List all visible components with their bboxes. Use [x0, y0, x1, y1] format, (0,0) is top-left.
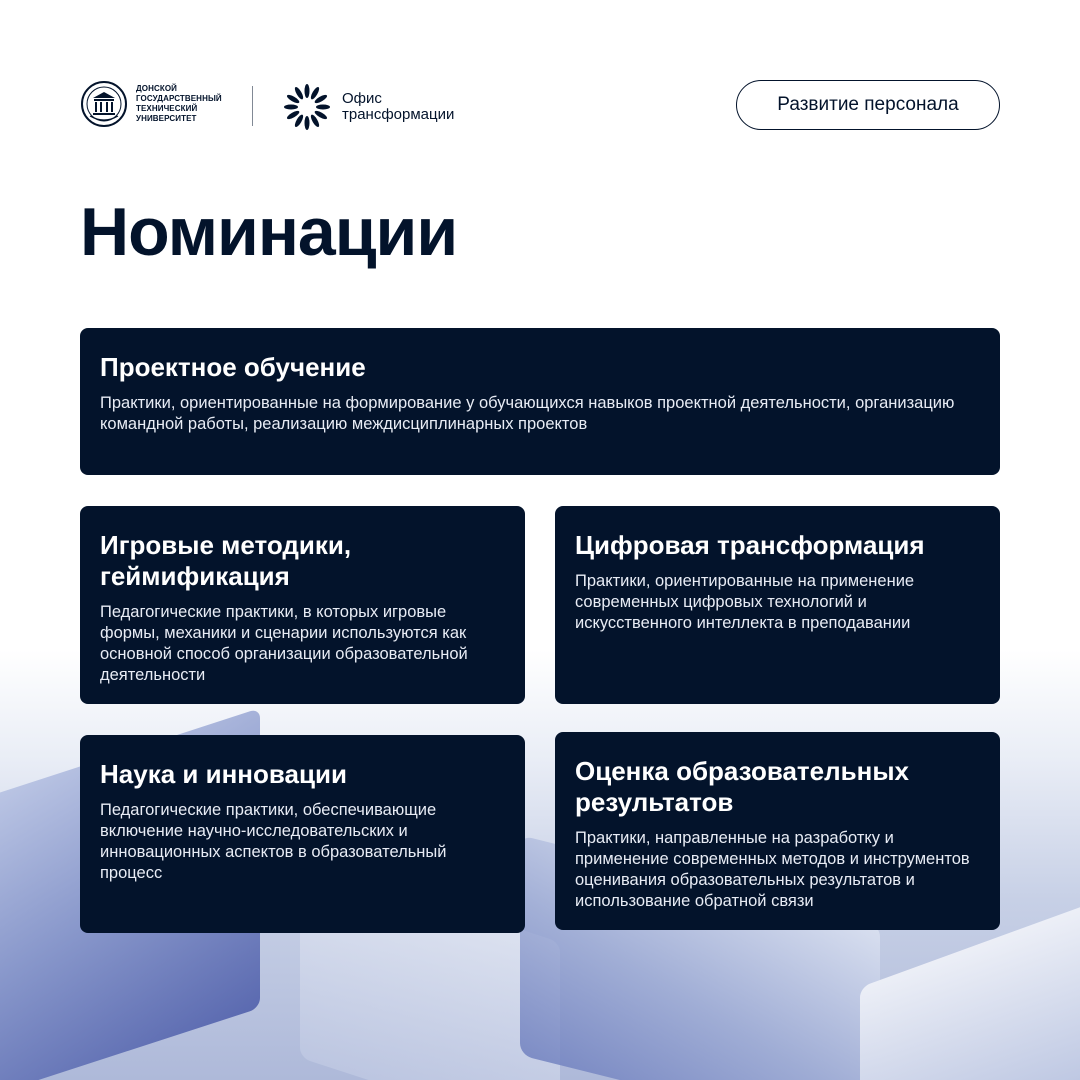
tag-pill[interactable]: Развитие персонала	[736, 80, 1000, 130]
nomination-card	[80, 735, 525, 933]
university-logo	[80, 80, 222, 128]
nomination-title: Оценка образовательных результатов	[575, 756, 909, 817]
office-logo	[282, 82, 454, 132]
burst-icon	[282, 82, 332, 132]
nomination-description: Практики, направленные на разработку и применение современных методов и инструментов оценивания образовательных результатов и использование обратной связи	[575, 829, 970, 910]
university-emblem-icon	[80, 80, 128, 128]
nomination-title: Наука и инновации	[100, 759, 347, 789]
nomination-card	[555, 506, 1000, 704]
nomination-description: Практики, ориентированные на применение современных цифровых технологий и искусственного интеллекта в преподавании	[575, 572, 915, 632]
nomination-description: Педагогические практики, обеспечивающие включение научно-исследовательских и инновационных аспектов в образовательный процесс	[100, 801, 447, 882]
nomination-description: Практики, ориентированные на формирование у обучающихся навыков проектной деятельности, организацию командной работы, реализацию междисциплинарных проектов	[100, 394, 955, 433]
nomination-card	[80, 328, 1000, 475]
nomination-description: Педагогические практики, в которых игровые формы, механики и сценарии используются как основной способ организации образовательной деятельности	[100, 603, 468, 684]
nomination-title: Игровые методики, геймификация	[100, 530, 352, 591]
nomination-card	[80, 506, 525, 704]
nomination-card	[555, 732, 1000, 930]
university-name: ДОНСКОЙ ГОСУДАРСТВЕННЫЙ ТЕХНИЧЕСКИЙ УНИВЕРСИТЕТ	[136, 84, 222, 123]
office-name: Офис трансформации	[342, 90, 455, 123]
header	[80, 78, 1000, 132]
nomination-title: Цифровая трансформация	[575, 530, 925, 560]
nomination-title: Проектное обучение	[100, 352, 366, 382]
page-title: Номинации	[80, 194, 458, 270]
header-divider	[252, 86, 253, 126]
